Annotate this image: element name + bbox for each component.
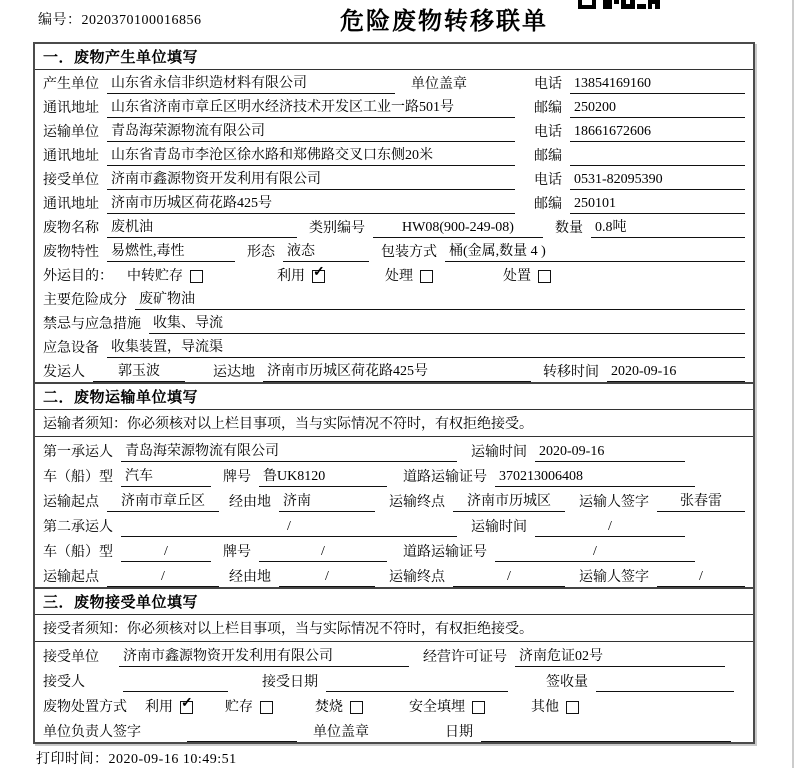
row-emergency-measures xyxy=(35,310,753,334)
purpose-label: 外运目的： xyxy=(43,269,113,284)
row-hazard-component xyxy=(35,286,753,310)
unit-seal-label: 单位盖章 xyxy=(313,725,369,740)
document-number-label: 编号： xyxy=(38,13,82,28)
transport-unit-value: 青岛海荣源物流有限公司 xyxy=(107,120,515,142)
address-label: 通讯地址 xyxy=(43,101,99,116)
producer-unit-label: 产生单位 xyxy=(43,77,99,92)
license-value: 济南危证02号 xyxy=(515,645,725,667)
row-receiver-unit xyxy=(35,166,753,190)
emergency-measures-value: 收集、导流 xyxy=(149,312,745,334)
section-receiver xyxy=(35,587,753,742)
route-start-label: 运输起点 xyxy=(43,570,99,585)
document-header xyxy=(0,0,796,40)
second-carrier-label: 第二承运人 xyxy=(43,520,113,535)
section-transport xyxy=(35,382,753,587)
accepting-person-label: 接受人 xyxy=(43,675,85,690)
receiver-notice-text: 你必须核对以上栏目事项，当与实际情况不符时，有权拒绝接受。 xyxy=(127,622,533,637)
row-producer-unit xyxy=(35,70,753,94)
road-permit-2-value: / xyxy=(495,544,695,562)
row-producer-address xyxy=(35,94,753,118)
disposal-option-label: 其他 xyxy=(531,700,559,715)
packaging-value: 桶(金属,数量 4 ) xyxy=(445,240,745,262)
transport-time-2-value: / xyxy=(535,519,685,537)
accept-date-label: 接受日期 xyxy=(262,675,318,690)
road-permit-label: 道路运输证号 xyxy=(403,470,487,485)
address-label: 通讯地址 xyxy=(43,197,99,212)
purpose-option-label: 处置 xyxy=(503,269,531,284)
consignor-label: 发运人 xyxy=(43,365,85,380)
disposal-option-label: 安全填埋 xyxy=(409,700,465,715)
row-vehicle-1 xyxy=(35,462,753,487)
route-via-label: 经由地 xyxy=(229,495,271,510)
license-label: 经营许可证号 xyxy=(423,650,507,665)
second-carrier-value: / xyxy=(121,519,457,537)
plate-2-value: / xyxy=(259,544,387,562)
producer-zip-value: 250200 xyxy=(570,100,745,118)
date-value xyxy=(481,740,731,742)
row-disposal-method xyxy=(35,692,753,717)
transport-zip-value xyxy=(570,164,745,166)
waste-form-value: 液态 xyxy=(283,240,369,262)
disposal-option-label: 利用 xyxy=(145,700,173,715)
destination-value: 济南市历城区荷花路425号 xyxy=(263,360,531,382)
accepting-person-value xyxy=(123,690,228,692)
row-transfer-purpose xyxy=(35,262,753,286)
transport-time-value: 2020-09-16 xyxy=(535,444,685,462)
row-waste-traits xyxy=(35,238,753,262)
emergency-measures-label: 禁忌与应急措施 xyxy=(43,317,141,332)
waste-qty-label: 数量 xyxy=(555,221,583,236)
purpose-option-label: 利用 xyxy=(277,269,305,284)
route-via-value: 济南 xyxy=(279,490,375,512)
emergency-equipment-value: 收集装置，导流渠 xyxy=(107,336,745,358)
row-emergency-equipment xyxy=(35,334,753,358)
page-right-edge xyxy=(792,0,794,768)
manifest-form xyxy=(33,42,755,744)
plate-value: 鲁UK8120 xyxy=(259,465,387,487)
row-accepting-unit xyxy=(35,642,753,667)
transport-notice-text: 你必须核对以上栏目事项，当与实际情况不符时，有权拒绝接受。 xyxy=(127,417,533,432)
receiver-address-value: 济南市历城区荷花路425号 xyxy=(107,192,515,214)
row-transport-address xyxy=(35,142,753,166)
row-first-carrier xyxy=(35,437,753,462)
print-time xyxy=(36,748,237,768)
row-route-2 xyxy=(35,562,753,587)
row-vehicle-2 xyxy=(35,537,753,562)
route-end-label: 运输终点 xyxy=(389,570,445,585)
accepting-unit-value: 济南市鑫源物资开发利用有限公司 xyxy=(119,645,409,667)
row-route-1 xyxy=(35,487,753,512)
plate-label: 牌号 xyxy=(223,470,251,485)
phone-label: 电话 xyxy=(534,125,562,140)
plate-label: 牌号 xyxy=(223,545,251,560)
checkbox-incineration xyxy=(350,701,363,714)
hazard-component-value: 废矿物油 xyxy=(135,288,745,310)
waste-form-label: 形态 xyxy=(247,245,275,260)
print-time-value: 2020-09-16 10:49:51 xyxy=(108,752,237,767)
vehicle-type-value: 汽车 xyxy=(121,465,211,487)
row-responsible-signature xyxy=(35,717,753,742)
waste-code-label: 类别编号 xyxy=(309,221,365,236)
carrier-signature-2-value: / xyxy=(657,569,745,587)
route-end-label: 运输终点 xyxy=(389,495,445,510)
responsible-signature-label: 单位负责人签字 xyxy=(43,725,141,740)
row-receiver-address xyxy=(35,190,753,214)
receiver-phone-value: 0531-82095390 xyxy=(570,172,745,190)
zip-label: 邮编 xyxy=(534,197,562,212)
route-via-label: 经由地 xyxy=(229,570,271,585)
receiver-unit-value: 济南市鑫源物资开发利用有限公司 xyxy=(107,168,515,190)
packaging-label: 包装方式 xyxy=(381,245,437,260)
disposal-option-label: 贮存 xyxy=(225,700,253,715)
responsible-signature-value xyxy=(187,740,297,742)
accept-date-value xyxy=(326,690,508,692)
zip-label: 邮编 xyxy=(534,101,562,116)
vehicle-type-label: 车（船）型 xyxy=(43,545,113,560)
consignor-value: 郭玉波 xyxy=(93,360,185,382)
row-second-carrier xyxy=(35,512,753,537)
phone-label: 电话 xyxy=(534,173,562,188)
carrier-signature-label: 运输人签字 xyxy=(579,570,649,585)
carrier-signature-value: 张春雷 xyxy=(657,490,745,512)
disposal-option-label: 焚烧 xyxy=(315,700,343,715)
received-qty-label: 签收量 xyxy=(546,675,588,690)
waste-name-label: 废物名称 xyxy=(43,221,99,236)
transport-notice xyxy=(35,410,753,437)
print-time-label: 打印时间： xyxy=(36,752,109,767)
first-carrier-label: 第一承运人 xyxy=(43,445,113,460)
first-carrier-value: 青岛海荣源物流有限公司 xyxy=(121,440,457,462)
row-waste-name xyxy=(35,214,753,238)
accepting-unit-label: 接受单位 xyxy=(43,650,99,665)
transport-phone-value: 18661672606 xyxy=(570,124,745,142)
received-qty-value xyxy=(596,690,734,692)
vehicle-type-2-value: / xyxy=(121,544,211,562)
checkbox-other xyxy=(566,701,579,714)
producer-unit-value: 山东省永信非织造材料有限公司 xyxy=(107,72,395,94)
waste-code-value: HW08(900-249-08) xyxy=(373,220,543,238)
section-receiver-header: 三．废物接受单位填写 xyxy=(35,589,753,615)
checkbox-storage xyxy=(260,701,273,714)
checkbox-treat xyxy=(420,270,433,283)
route-via-2-value: / xyxy=(279,569,375,587)
receiver-notice xyxy=(35,615,753,642)
row-transport-unit xyxy=(35,118,753,142)
waste-traits-label: 废物特性 xyxy=(43,245,99,260)
route-start-label: 运输起点 xyxy=(43,495,99,510)
road-permit-label: 道路运输证号 xyxy=(403,545,487,560)
transport-time-label: 运输时间 xyxy=(471,445,527,460)
route-end-value: 济南市历城区 xyxy=(453,490,565,512)
transport-address-value: 山东省青岛市李沧区徐水路和郑佛路交叉口东侧20米 xyxy=(107,144,515,166)
page-title: 危险废物转移联单 xyxy=(340,9,548,35)
route-start-2-value: / xyxy=(107,569,219,587)
carrier-signature-label: 运输人签字 xyxy=(579,495,649,510)
checkbox-utilize xyxy=(312,270,325,283)
date-label: 日期 xyxy=(445,725,473,740)
disposal-method-label: 废物处置方式 xyxy=(43,700,127,715)
row-accepting-person xyxy=(35,667,753,692)
waste-qty-value: 0.8吨 xyxy=(591,216,745,238)
transport-unit-label: 运输单位 xyxy=(43,125,99,140)
producer-phone-value: 13854169160 xyxy=(570,76,745,94)
purpose-option-label: 处理 xyxy=(385,269,413,284)
phone-label: 电话 xyxy=(534,77,562,92)
purpose-option-label: 中转贮存 xyxy=(127,269,183,284)
checkbox-transit-storage xyxy=(190,270,203,283)
transfer-time-value: 2020-09-16 xyxy=(607,364,745,382)
section-transport-header: 二．废物运输单位填写 xyxy=(35,384,753,410)
checkbox-utilize-disposal xyxy=(180,701,193,714)
address-label: 通讯地址 xyxy=(43,149,99,164)
receiver-zip-value: 250101 xyxy=(570,196,745,214)
receiver-notice-label: 接受者须知： xyxy=(43,622,127,637)
section-producer-header: 一．废物产生单位填写 xyxy=(35,44,753,70)
section-producer xyxy=(35,44,753,382)
route-end-2-value: / xyxy=(453,569,565,587)
checkbox-dispose xyxy=(538,270,551,283)
receiver-unit-label: 接受单位 xyxy=(43,173,99,188)
waste-name-value: 废机油 xyxy=(107,216,297,238)
destination-label: 运达地 xyxy=(213,365,255,380)
checkbox-landfill xyxy=(472,701,485,714)
zip-label: 邮编 xyxy=(534,149,562,164)
document-number-value: 2020370100016856 xyxy=(81,13,202,28)
transfer-time-label: 转移时间 xyxy=(543,365,599,380)
producer-address-value: 山东省济南市章丘区明水经济技术开发区工业一路501号 xyxy=(107,96,515,118)
road-permit-value: 370213006408 xyxy=(495,469,695,487)
emergency-equipment-label: 应急设备 xyxy=(43,341,99,356)
unit-seal-label: 单位盖章 xyxy=(411,77,467,92)
waste-traits-value: 易燃性,毒性 xyxy=(107,240,235,262)
qr-code-fragment-icon xyxy=(578,0,663,9)
vehicle-type-label: 车（船）型 xyxy=(43,470,113,485)
row-consignor xyxy=(35,358,753,382)
hazard-component-label: 主要危险成分 xyxy=(43,293,127,308)
route-start-value: 济南市章丘区 xyxy=(107,490,219,512)
transport-notice-label: 运输者须知： xyxy=(43,417,127,432)
transport-time-label: 运输时间 xyxy=(471,520,527,535)
